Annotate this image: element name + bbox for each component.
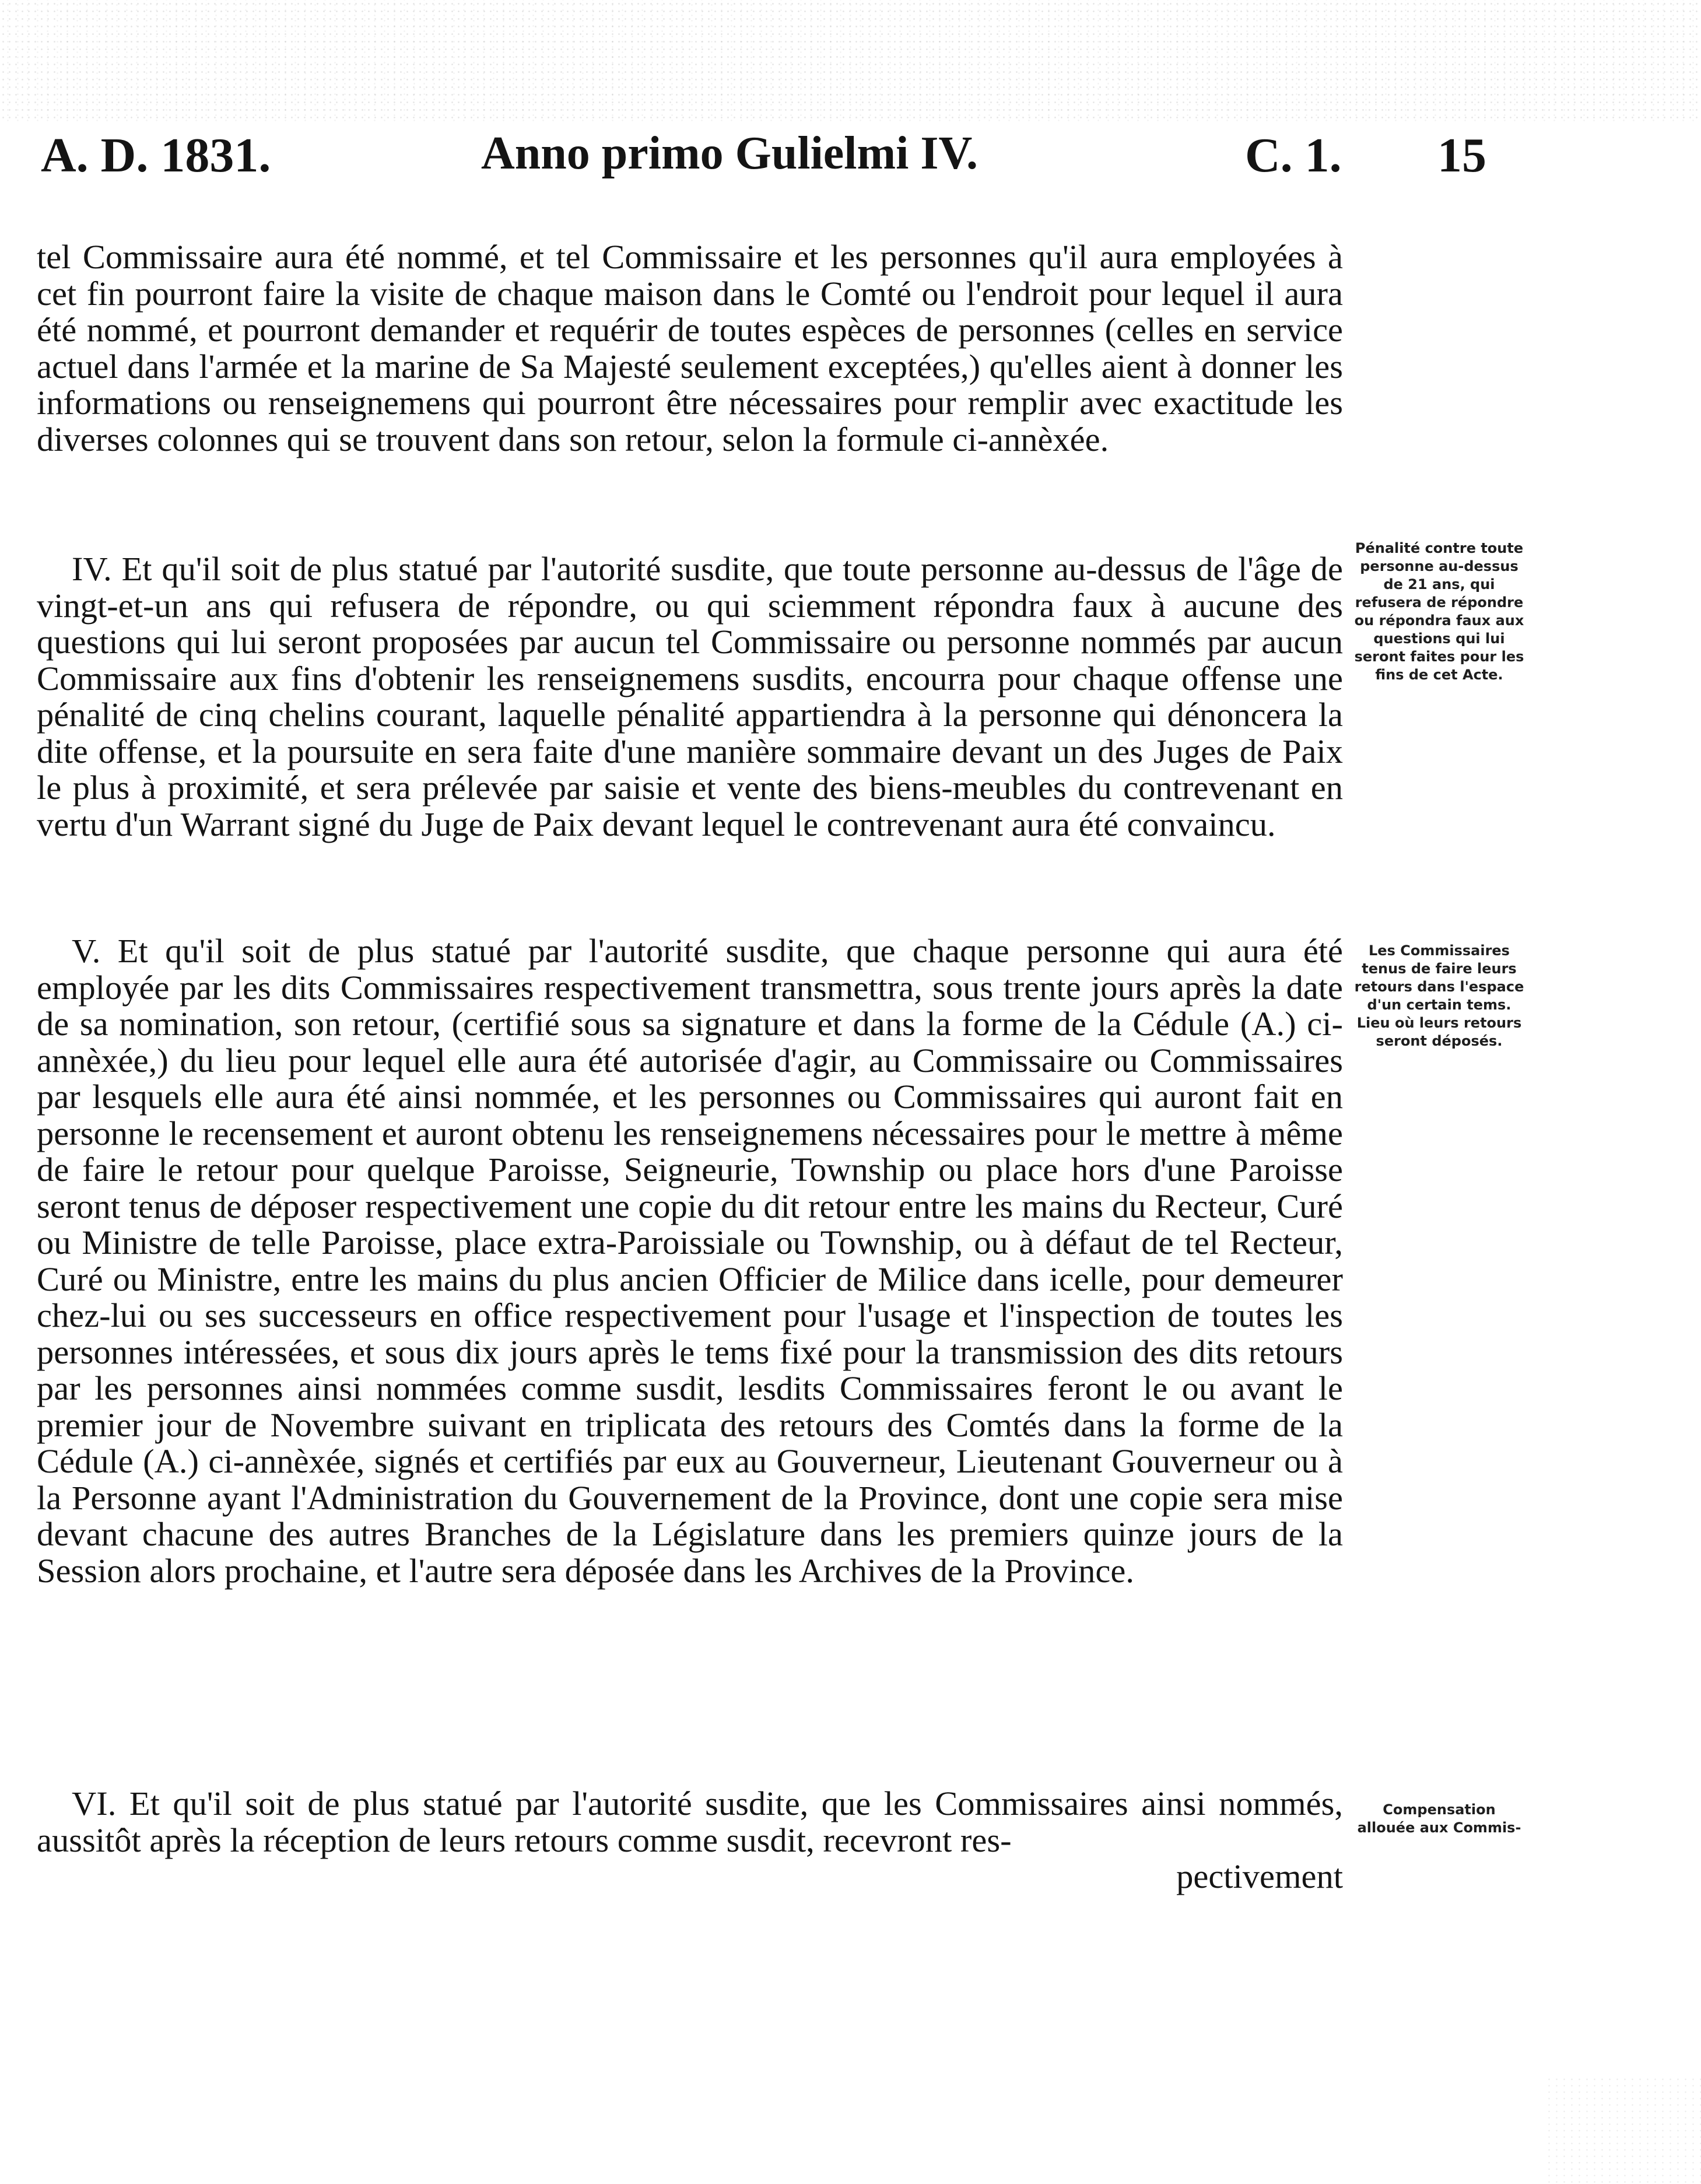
section-number: VI. xyxy=(72,1785,117,1822)
margin-note-penalty: Pénalité contre toute personne au-dessus de 21 ans, qui refusera de répondre ou répondra faux aux questions qui lui seront faites pour les fins de cet Acte. xyxy=(1354,540,1524,683)
scan-noise-top xyxy=(0,0,1701,122)
section-text: Et qu'il soit de plus statué par l'autorité susdite, que chaque personne qui aura été employée par les dits Commissaires respectivement transmettra, sous trente jours après la date de sa nomination, son retour, (certifié sous sa signature et dans la forme de la Cédule (A.) ci-annèxée,) du lieu pour lequel elle aura été autorisée d'agir, au Commissaire ou Commissaires par lesquels elle aura été ainsi nommée, et les personnes ou Commissaires qui auront fait en personne le recensement et auront obtenu les renseignemens nécessaires pour le mettre à même de faire le retour pour quelque Paroisse, Seigneurie, Township ou place hors d'une Paroisse seront tenus de déposer respectivement une copie du dit retour entre les mains du Recteur, Curé ou Ministre de telle Paroisse, place extra-Paroissiale ou Township, ou à défaut de tel Recteur, Curé ou Ministre, entre les mains du plus ancien Officier de Milice dans icelle, pour demeurer chez-lui ou ses successeurs en office respectivement pour l'usage et l'inspection de toutes les personnes intéressées, et sous dix jours après le tems fixé pour la transmission des dits retours par les personnes ainsi nommées comme susdit, lesdits Commissaires feront le ou avant le premier jour de Novembre suivant en triplicata des retours des Comtés dans la forme de la Cédule (A.) ci-annèxée, signés et certifiés par eux au Gouverneur, Lieutenant Gouverneur ou à la Personne ayant l'Administration du Gouvernement de la Province, dont une copie sera mise devant chacune des autres Branches de la Législature dans les premiers quinze jours de la Session alors prochaine, et l'autre sera déposée dans les Archives de la Province. xyxy=(37,932,1344,1590)
section-number: V. xyxy=(72,932,101,970)
section-iv xyxy=(37,551,1343,843)
header-title: Anno primo Gulielmi IV. xyxy=(481,128,978,179)
section-v xyxy=(37,933,1343,1589)
paragraph-text: tel Commissaire aura été nommé, et tel Commissaire et les personnes qu'il aura employées à cet fin pourront faire la visite de chaque maison dans le Comté ou l'endroit pour lequel il aura été nommé, et pourront demander et requérir de toutes espèces de personnes (celles en service actuel dans l'armée et la marine de Sa Majesté seulement exceptées,) qu'elles aient à donner les informations ou renseignemens qui pourront être nécessaires pour remplir avec exactitude les diverses colonnes qui se trouvent dans son retour, selon la formule ci-annèxée. xyxy=(37,238,1343,458)
catchword: pectivement xyxy=(1176,1857,1343,1895)
header-year: A. D. 1831. xyxy=(41,128,271,183)
header-chapter: C. 1. xyxy=(1245,128,1342,183)
section-number: IV. xyxy=(72,550,112,588)
running-header xyxy=(41,127,1534,197)
paragraph-continuation xyxy=(37,239,1343,458)
page-number: 15 xyxy=(1437,128,1486,183)
margin-note-compensation: Compensation allouée aux Commis- xyxy=(1357,1801,1521,1836)
scan-noise-bottom xyxy=(1545,2076,1701,2184)
section-text: Et qu'il soit de plus statué par l'autorité susdite, que les Commissaires ainsi nommés, aussitôt après la réception de leurs retours comme susdit, recevront res- xyxy=(37,1785,1344,1859)
margin-note-returns: Les Commissaires tenus de faire leurs retours dans l'espace d'un certain tems. Lieu où leurs retours seront déposés. xyxy=(1354,942,1524,1049)
section-vi xyxy=(37,1786,1343,1859)
section-text: Et qu'il soit de plus statué par l'autorité susdite, que toute personne au-dessus de l'âge de vingt-et-un ans qui refusera de répondre, ou qui sciemment répondra faux à aucune des questions qui lui seront proposées par aucun tel Commissaire ou personne nommés par aucun Commissaire aux fins d'obtenir les renseignemens susdits, encourra pour chaque offense une pénalité de cinq chelins courant, laquelle pénalité appartiendra à la personne qui dénoncera la dite offense, et la poursuite en sera faite d'une manière sommaire devant un des Juges de Paix le plus à proximité, et sera prélevée par saisie et vente des biens-meubles du contrevenant en vertu d'un Warrant signé du Juge de Paix devant lequel le contrevenant aura été convaincu. xyxy=(37,550,1343,843)
